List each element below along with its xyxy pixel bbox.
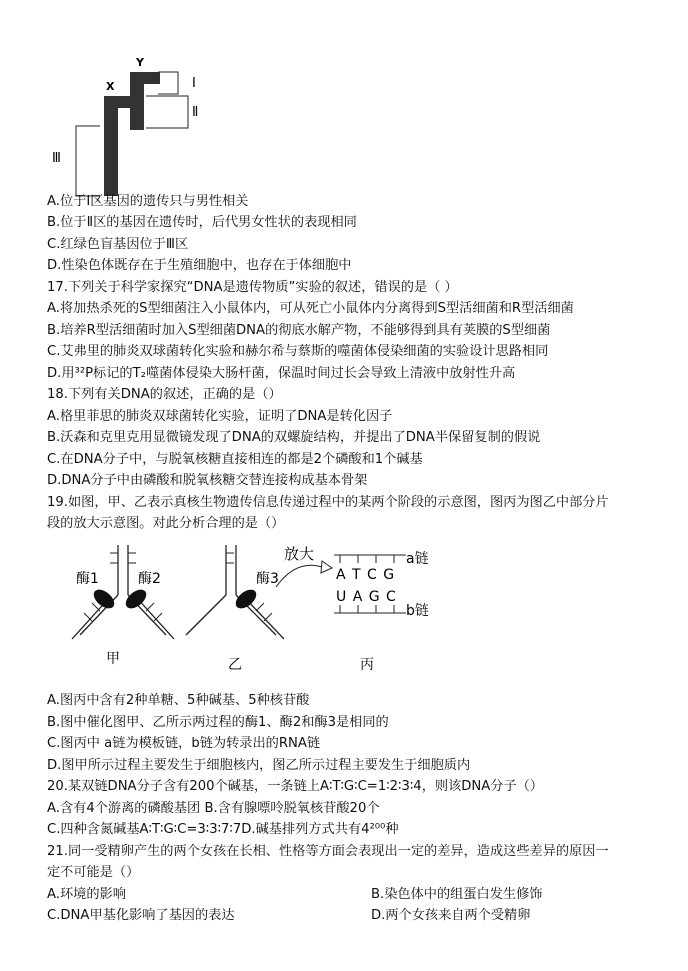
figure-yi [186, 545, 284, 673]
a-chain-label: a链 [406, 551, 429, 567]
a-chain-sequence: A T C G [336, 567, 396, 583]
figure-jia [72, 545, 174, 667]
replication-transcription-figure [60, 535, 460, 685]
q19-option-a: A.图丙中含有2种单糖、5种碱基、5种核苷酸 [47, 693, 310, 708]
b-chain-label: b链 [406, 603, 429, 619]
q17-stem: 17.下列关于科学家探究“DNA是遗传物质”实验的叙述，错误的是（ ） [47, 280, 458, 295]
y-arm-top [130, 72, 160, 84]
q21-option-a: A.环境的影响 [47, 887, 126, 902]
enzyme3-label: 酶3 [256, 571, 279, 587]
q18-stem: 18.下列有关DNA的叙述，正确的是（） [47, 387, 282, 402]
region-2-label: Ⅱ [192, 105, 199, 120]
q16-option-c: C.红绿色盲基因位于Ⅲ区 [47, 237, 189, 252]
q18-option-a: A.格里菲思的肺炎双球菌转化实验，证明了DNA是转化因子 [47, 409, 393, 424]
q16-option-b: B.位于Ⅱ区的基因在遗传时，后代男女性状的表现相同 [47, 215, 357, 230]
q17-option-c: C.艾弗里的肺炎双球菌转化实验和赫尔希与蔡斯的噬菌体侵染细菌的实验设计思路相同 [47, 344, 549, 359]
label-bing: 丙 [360, 657, 374, 673]
brace-region-1 [158, 72, 178, 94]
y-label: Y [136, 56, 144, 69]
enzyme1-label: 酶1 [76, 571, 99, 587]
q19-option-b: B.图中催化图甲、乙所示两过程的酶1、酶2和酶3是相同的 [47, 715, 389, 730]
q18-option-c: C.在DNA分子中，与脱氧核糖直接相连的都是2个磷酸和1个碱基 [47, 452, 423, 467]
x-label: X [106, 80, 115, 93]
label-jia: 甲 [106, 651, 120, 667]
b-chain-sequence: U A G C [336, 589, 397, 605]
q18-option-d: D.DNA分子中由磷酸和脱氧核糖交替连接构成基本骨架 [47, 473, 368, 488]
q18-option-b: B.沃森和克里克用显微镜发现了DNA的双螺旋结构，并提出了DNA半保留复制的假说 [47, 430, 541, 445]
q21-stem-line2: 定不可能是（） [47, 865, 140, 880]
q19-stem-line1: 19.如图，甲、乙表示真核生物遗传信息传递过程中的某两个阶段的示意图，图丙为图乙中部分片 [47, 495, 609, 510]
zoom-arrow [276, 565, 322, 587]
region-3-label: Ⅲ [52, 151, 61, 166]
brace-region-2 [146, 96, 188, 128]
region-1-label: Ⅰ [192, 76, 196, 91]
q20-option-ab: A.含有4个游离的磷酸基团 B.含有腺嘌呤脱氧核苷酸20个 [47, 801, 380, 816]
label-yi: 乙 [228, 657, 242, 673]
xy-chromosome-diagram [40, 50, 240, 200]
q19-option-c: C.图丙中 a链为模板链，b链为转录出的RNA链 [47, 736, 321, 751]
q19-option-d: D.图甲所示过程主要发生于细胞核内，图乙所示过程主要发生于细胞质内 [47, 758, 471, 773]
enzyme2-label: 酶2 [138, 571, 161, 587]
q19-stem-line2: 段的放大示意图。对此分析合理的是（） [47, 516, 285, 531]
q17-option-b: B.培养R型活细菌时加入S型细菌DNA的彻底水解产物，不能够得到具有荚膜的S型细菌 [47, 323, 551, 338]
q21-option-b: B.染色体中的组蛋白发生修饰 [371, 887, 543, 902]
q16-option-d: D.性染色体既存在于生殖细胞中，也存在于体细胞中 [47, 258, 352, 273]
zoom-arrowhead [321, 561, 332, 573]
q20-stem: 20.某双链DNA分子含有200个碱基，一条链上A∶T∶G∶C=1∶2∶3∶4，则该DNA分子（） [47, 779, 544, 794]
q16-option-a: A.位于Ⅰ区基因的遗传只与男性相关 [47, 194, 249, 209]
q17-option-d: D.用³²P标记的T₂噬菌体侵染大肠杆菌，保温时间过长会导致上清液中放射性升高 [47, 366, 516, 381]
q17-option-a: A.将加热杀死的S型细菌注入小鼠体内，可从死亡小鼠体内分离得到S型活细菌和R型活细菌 [47, 301, 574, 316]
q21-stem-line1: 21.同一受精卵产生的两个女孩在长相、性格等方面会表现出一定的差异，造成这些差异的原因一 [47, 844, 609, 859]
zoom-label: 放大 [284, 545, 315, 563]
q20-option-cd: C.四种含氮碱基A∶T∶G∶C=3∶3∶7∶7D.碱基排列方式共有4²⁰⁰种 [47, 822, 399, 837]
figure-bing [334, 551, 429, 673]
q21-option-c: C.DNA甲基化影响了基因的表达 [47, 908, 235, 923]
x-chromosome [104, 96, 118, 196]
brace-region-3 [76, 126, 100, 196]
q21-option-d: D.两个女孩来自两个受精卵 [371, 908, 531, 923]
